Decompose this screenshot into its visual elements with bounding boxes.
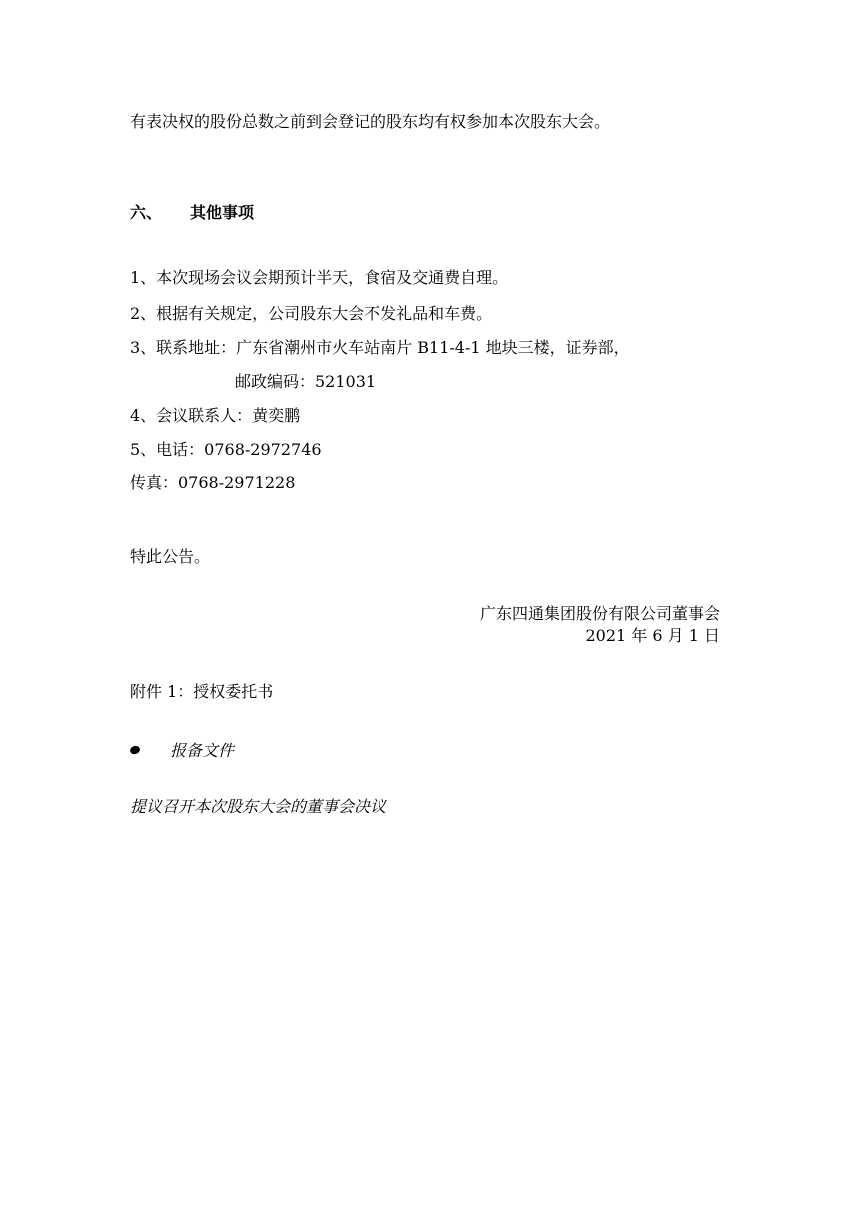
item-3: 3、联系地址：广东省潮州市火车站南片 B11-4-1 地块三楼，证券部，: [130, 338, 630, 357]
filing-heading: [130, 741, 234, 761]
item-5: 5、电话：0768-2972746: [130, 440, 322, 459]
attachment-line: 附件 1：授权委托书: [130, 682, 274, 701]
filing-title: 报备文件: [170, 741, 235, 760]
intro-line: 有表决权的股份总数之前到会登记的股东均有权参加本次股东大会。: [130, 112, 611, 131]
section-heading: [130, 203, 254, 223]
signature-date: 2021 年 6 月 1 日: [585, 626, 720, 645]
fax-line: 传真：0768-2971228: [130, 473, 296, 492]
item-1: 1、本次现场会议会期预计半天，食宿及交通费自理。: [130, 268, 509, 287]
signature-org: 广东四通集团股份有限公司董事会: [479, 604, 720, 623]
item-3-postcode: 邮政编码：521031: [235, 372, 377, 391]
filing-document: 提议召开本次股东大会的董事会决议: [130, 797, 387, 816]
bullet-icon: [129, 744, 141, 755]
item-4: 4、会议联系人：黄奕鹏: [130, 406, 301, 425]
section-title: 其他事项: [190, 203, 255, 222]
closing-text: 特此公告。: [130, 547, 211, 566]
item-2: 2、根据有关规定，公司股东大会不发礼品和车费。: [130, 304, 493, 323]
section-number: 六、: [130, 203, 163, 222]
